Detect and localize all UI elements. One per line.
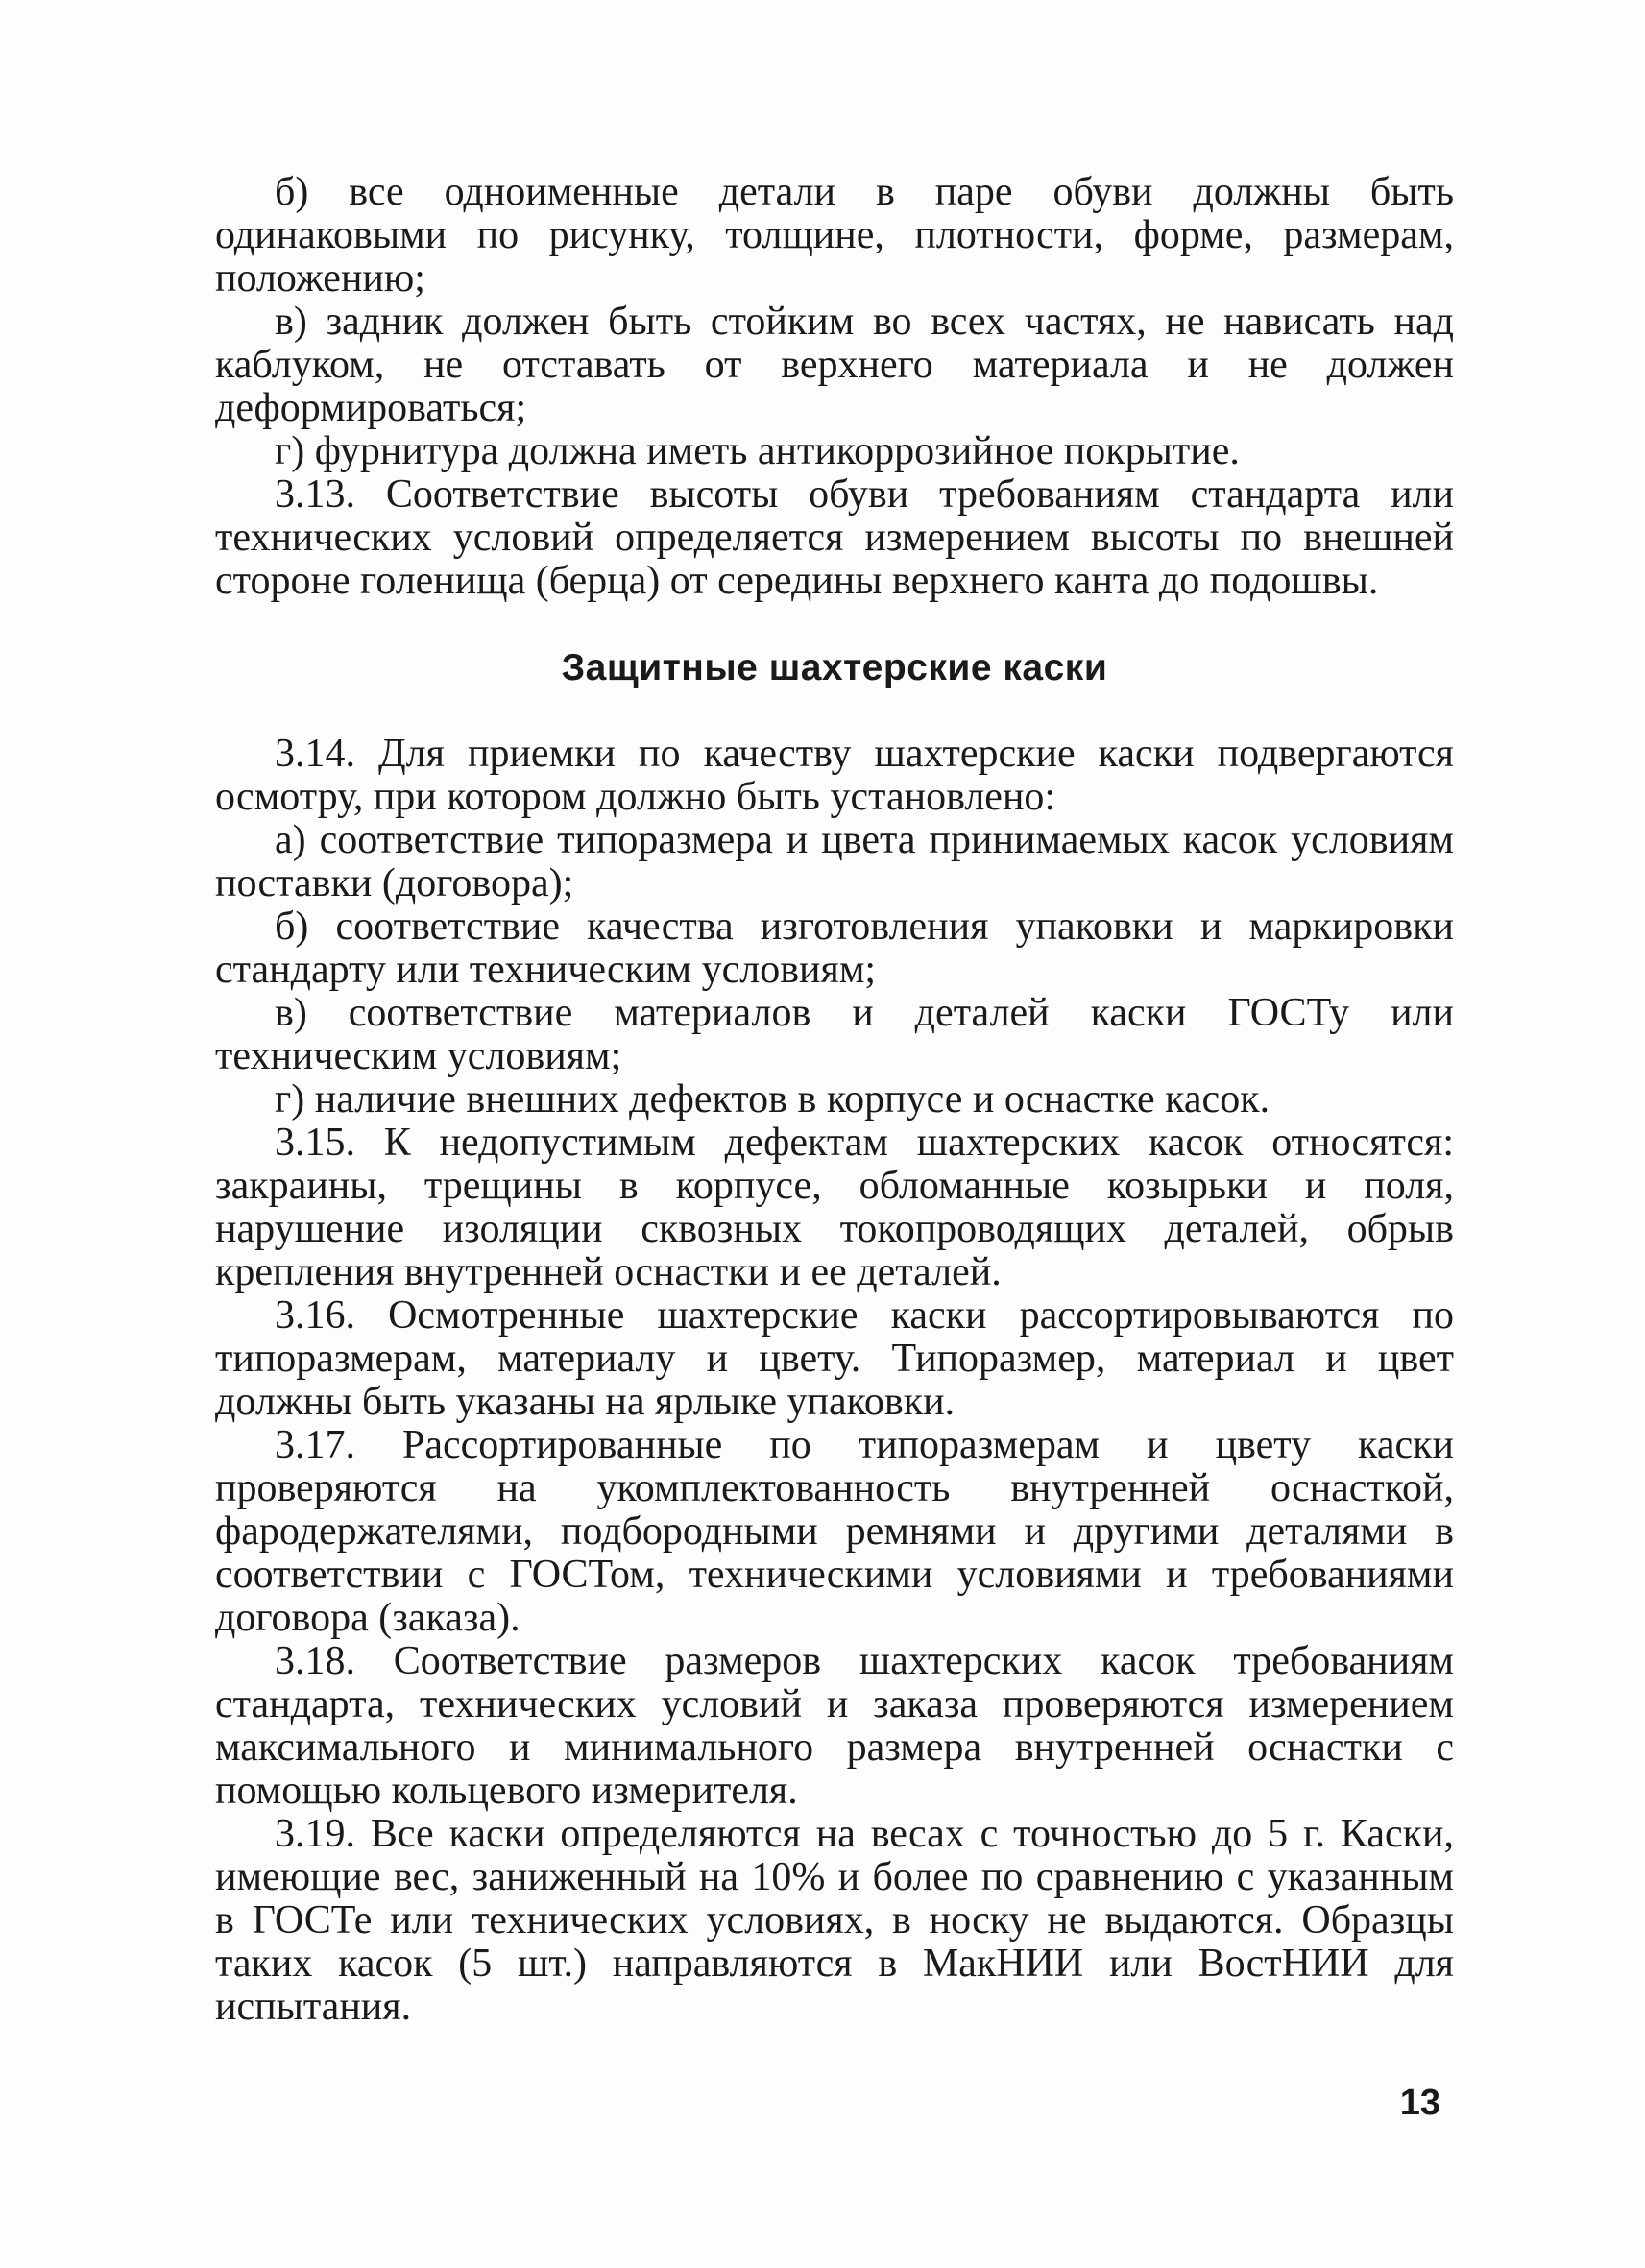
section-heading: Защитные шахтерские каски xyxy=(561,647,1108,688)
paragraph-3-19: 3.19. Все каски определяются на весах с точностью до 5 г. Каски, имеющие вес, заниженный на 10% и более по сравнению с указанным в ГОСТе или технических условиях, в носку не выдаются. Образцы таких касок (5 шт.) направляются в МакНИИ или ВостНИИ для испытания. xyxy=(215,1812,1454,2029)
paragraph-3-14-v: в) соответствие материалов и деталей каски ГОСТу или техническим условиям; xyxy=(215,991,1454,1078)
paragraph-3-15: 3.15. К недопустимым дефектам шахтерских касок относятся: закраины, трещины в корпусе, обломанные козырьки и поля, нарушение изоляции сквозных токопроводящих деталей, обрыв крепления внутренней оснастки и ее деталей. xyxy=(215,1121,1454,1294)
paragraph-item-g: г) фурнитура должна иметь антикоррозийное покрытие. xyxy=(275,429,1240,473)
page-number: 13 xyxy=(1399,2083,1440,2123)
body-text xyxy=(215,171,1454,2029)
paragraph-3-14-b: б) соответствие качества изготовления упаковки и маркировки стандарту или техническим условиям; xyxy=(215,905,1454,992)
paragraph-3-14-a: а) соответствие типоразмера и цвета принимаемых касок условиям поставки (договора); xyxy=(215,818,1454,905)
paragraph-3-18: 3.18. Соответствие размеров шахтерских касок требованиям стандарта, технических условий и заказа проверяются измерением максимального и минимального размера внутренней оснастки с помощью кольцевого измерителя. xyxy=(215,1639,1454,1813)
paragraph-3-14-g: г) наличие внешних дефектов в корпусе и оснастке касок. xyxy=(275,1077,1270,1122)
paragraph-3-17: 3.17. Рассортированные по типоразмерам и цвету каски проверяются на укомплектованность внутренней оснасткой, фародержателями, подбородными ремнями и другими деталями в соответствии с ГОСТом, техническими условиями и требованиями договора (заказа). xyxy=(215,1423,1454,1640)
paragraph-item-v: в) задник должен быть стойким во всех частях, не нависать над каблуком, не отставать от верхнего материала и не должен деформироваться; xyxy=(215,300,1454,430)
paragraph-3-16: 3.16. Осмотренные шахтерские каски рассортировываются по типоразмерам, материалу и цвету. Типоразмер, материал и цвет должны быть указаны на ярлыке упаковки. xyxy=(215,1293,1454,1424)
paragraph-3-14: 3.14. Для приемки по качеству шахтерские каски подвергаются осмотру, при котором должно быть установлено: xyxy=(215,732,1454,819)
paragraph-3-13: 3.13. Соответствие высоты обуви требованиям стандарта или технических условий определяется измерением высоты по внешней стороне голенища (берца) от середины верхнего канта до подошвы. xyxy=(215,472,1454,603)
paragraph-item-b: б) все одноименные детали в паре обуви должны быть одинаковыми по рисунку, толщине, плотности, форме, размерам, положению; xyxy=(215,170,1454,301)
